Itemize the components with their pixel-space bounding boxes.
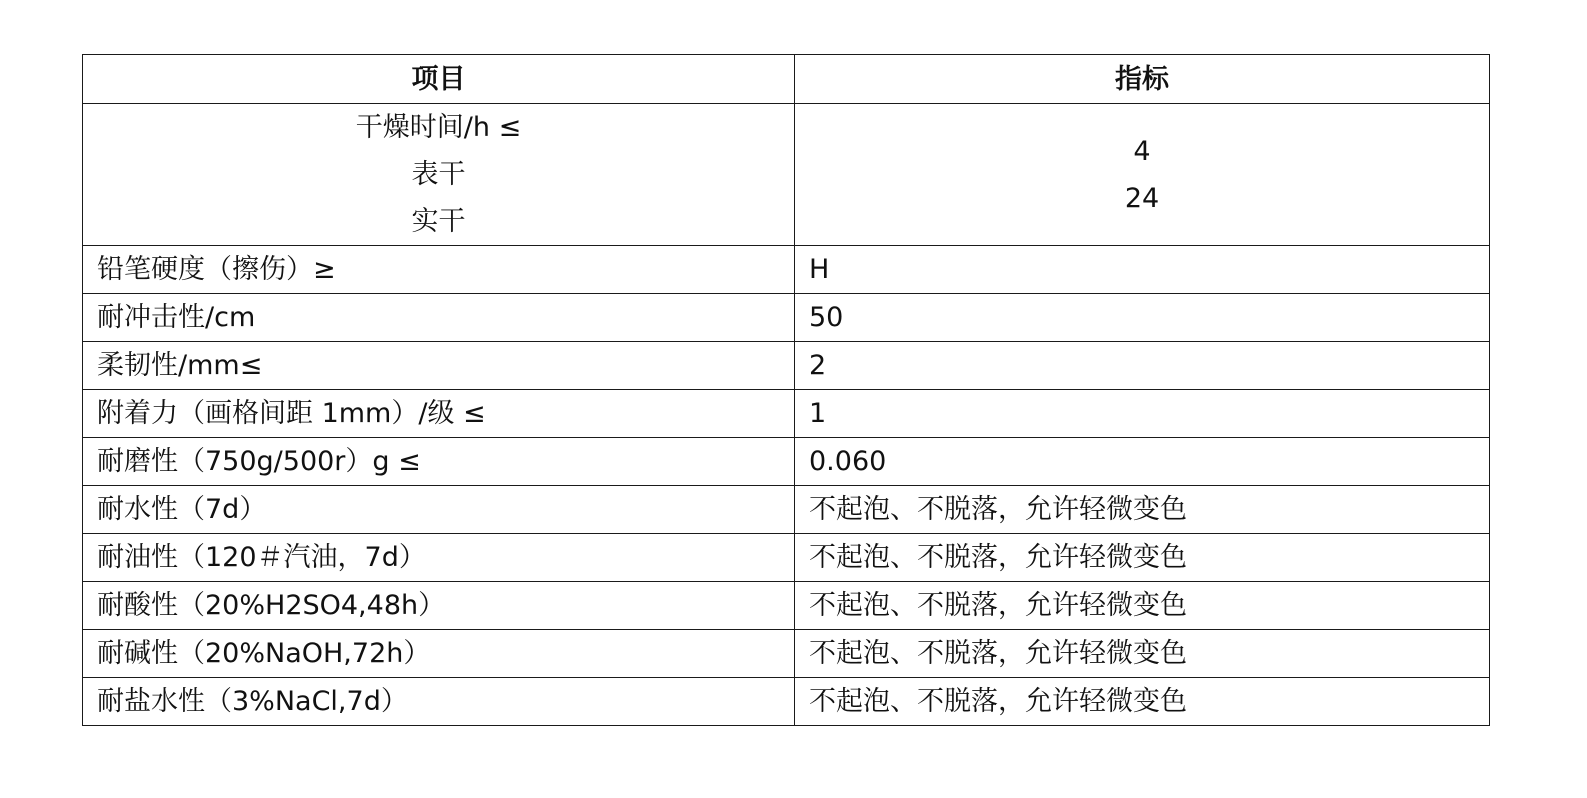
drying-item-cell bbox=[83, 104, 795, 246]
item-cell: 耐碱性（20%NaOH,72h） bbox=[83, 630, 795, 678]
spec-table bbox=[82, 54, 1490, 726]
value-cell: 2 bbox=[795, 342, 1490, 390]
item-cell: 耐水性（7d） bbox=[83, 486, 795, 534]
value-cell: H bbox=[795, 246, 1490, 294]
value-cell: 不起泡、不脱落，允许轻微变色 bbox=[795, 678, 1490, 726]
table-row bbox=[83, 630, 1490, 678]
item-cell: 耐磨性（750g/500r）g ≤ bbox=[83, 438, 795, 486]
drying-item-line: 表干 bbox=[411, 159, 466, 190]
value-cell: 0.060 bbox=[795, 438, 1490, 486]
item-cell: 耐酸性（20%H2SO4,48h） bbox=[83, 582, 795, 630]
header-item: 项目 bbox=[83, 55, 795, 104]
drying-item-line: 实干 bbox=[411, 206, 466, 237]
value-cell: 不起泡、不脱落，允许轻微变色 bbox=[795, 630, 1490, 678]
table-row bbox=[83, 486, 1490, 534]
item-cell: 耐冲击性/cm bbox=[83, 294, 795, 342]
value-cell: 不起泡、不脱落，允许轻微变色 bbox=[795, 534, 1490, 582]
drying-value-line: 24 bbox=[1124, 182, 1160, 214]
table-row bbox=[83, 342, 1490, 390]
header-value: 指标 bbox=[795, 55, 1490, 104]
value-cell: 不起泡、不脱落，允许轻微变色 bbox=[795, 486, 1490, 534]
item-cell: 柔韧性/mm≤ bbox=[83, 342, 795, 390]
table-row bbox=[83, 582, 1490, 630]
table-row bbox=[83, 390, 1490, 438]
value-cell: 50 bbox=[795, 294, 1490, 342]
table-header-row bbox=[83, 55, 1490, 104]
table-row bbox=[83, 246, 1490, 294]
table-row bbox=[83, 678, 1490, 726]
table-row bbox=[83, 534, 1490, 582]
table-row bbox=[83, 294, 1490, 342]
value-cell: 不起泡、不脱落，允许轻微变色 bbox=[795, 582, 1490, 630]
drying-item-line: 干燥时间/h ≤ bbox=[355, 112, 522, 143]
table-row-drying-time bbox=[83, 104, 1490, 246]
drying-value-line: 4 bbox=[1133, 135, 1151, 167]
drying-value-cell bbox=[795, 104, 1490, 246]
item-cell: 铅笔硬度（擦伤）≥ bbox=[83, 246, 795, 294]
table-row bbox=[83, 438, 1490, 486]
item-cell: 耐盐水性（3%NaCl,7d） bbox=[83, 678, 795, 726]
item-cell: 附着力（画格间距 1mm）/级 ≤ bbox=[83, 390, 795, 438]
item-cell: 耐油性（120＃汽油，7d） bbox=[83, 534, 795, 582]
value-cell: 1 bbox=[795, 390, 1490, 438]
